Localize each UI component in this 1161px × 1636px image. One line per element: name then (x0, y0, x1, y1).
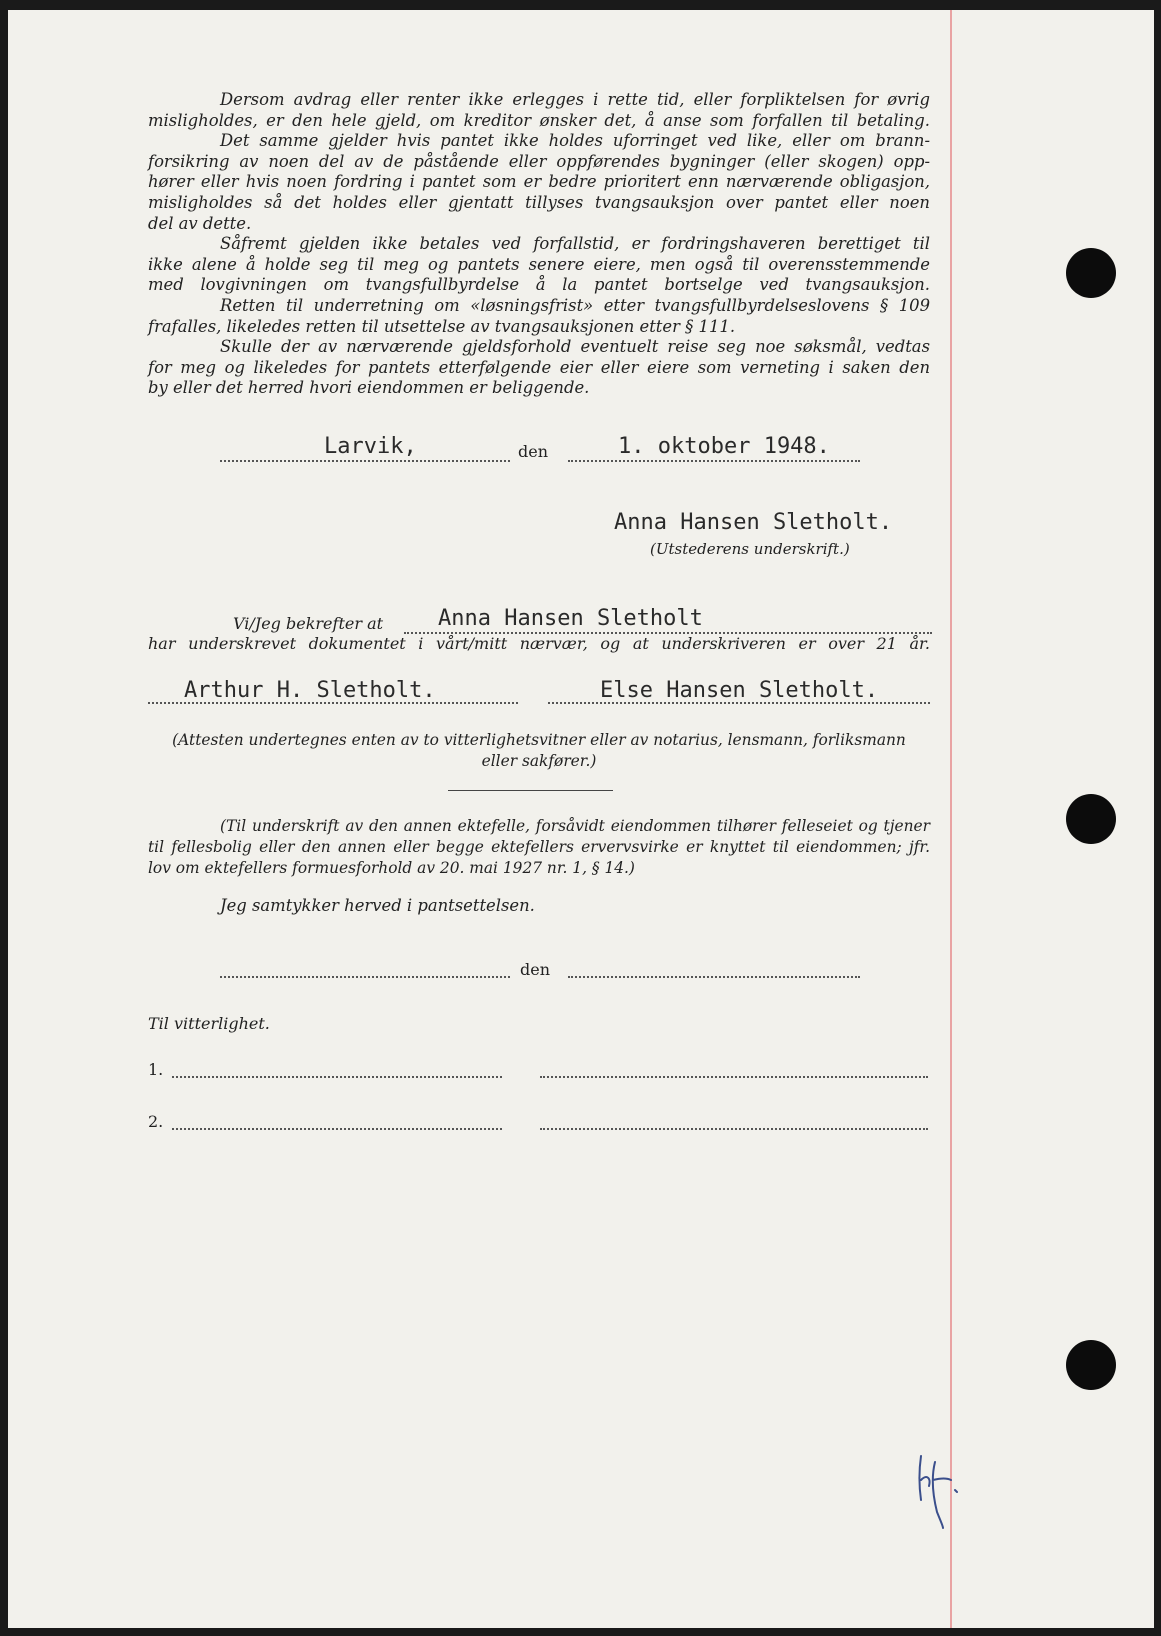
attestation-prefix: Vi/Jeg bekrefter at (233, 614, 384, 633)
text-line: Retten til underretning om «løsningsfrist» etter tvangsfullbyrdelseslovens § 109 (220, 295, 930, 315)
note-line: lov om ektefellers formuesforhold av 20. mai 1927 nr. 1, § 14.) (148, 859, 635, 877)
text-line: Det samme gjelder hvis pantet ikke holdes uforringet ved like, eller om brann- (220, 131, 930, 151)
text-line: ikke alene å holde seg til meg og pantets senere eiere, men også til overensstemmende (148, 254, 930, 274)
text-line: misligholdes så det holdes eller gjentatt tillyses tvangsauksjon over pantet eller noen (148, 192, 930, 212)
attestation-line: har underskrevet dokumentet i vårt/mitt nærvær, og at underskriveren er over 21 år. (148, 634, 930, 653)
date-dotted-line (568, 460, 860, 462)
text-line: Skulle der av nærværende gjeldsforhold eventuelt reise seg noe søksmål, vedtas (220, 337, 930, 357)
spouse-note (148, 816, 930, 879)
witness-line-2a (172, 1128, 502, 1130)
margin-line (950, 10, 952, 1628)
text-line: hører eller hvis noen fordring i pantet som er bedre prioritert enn nærværende obligasjon, (148, 172, 930, 192)
issuer-signature: Anna Hansen Sletholt. (614, 510, 893, 535)
spouse-den-label: den (520, 960, 551, 979)
witness-line-1b (540, 1076, 928, 1078)
note-line: til fellesbolig eller den annen eller begge ektefellers ervervsvirke er knyttet til eiendommen; jfr. (148, 838, 930, 856)
witnesses-heading: Til vitterlighet. (148, 1014, 270, 1033)
note-line: (Til underskrift av den annen ektefelle, forsåvidt eiendommen tilhører felleseiet og tjener (220, 817, 930, 835)
den-label: den (518, 442, 549, 461)
punch-hole-top (1066, 248, 1116, 298)
witness-line-1a (172, 1076, 502, 1078)
text-line: by eller det herred hvori eiendommen er beliggende. (148, 378, 590, 398)
text-line: Dersom avdrag eller renter ikke erlegges i rette tid, eller forpliktelsen for øvrig (220, 90, 930, 109)
text-line: forsikring av noen del av de påstående eller oppførendes bygninger (eller skogen) opp- (148, 151, 930, 171)
spouse-date-dotted-line (568, 976, 860, 978)
note-line: (Attesten undertegnes enten av to vitterlighetsvitner eller av notarius, lensmann, forliksmann (172, 731, 906, 749)
witness-number-1: 1. (148, 1060, 164, 1079)
witness-number-2: 2. (148, 1112, 164, 1131)
text-line: med lovgivningen om tvangsfullbyrdelse å la pantet bortselge ved tvangsauksjon. (148, 275, 930, 295)
text-line: frafalles, likeledes retten til utsettelse av tvangsauksjonen etter § 111. (148, 316, 736, 336)
separator-rule (448, 790, 613, 791)
terms-paragraphs (148, 90, 930, 399)
witness2-signature: Else Hansen Sletholt. (600, 678, 879, 703)
attested-signer: Anna Hansen Sletholt (438, 606, 703, 631)
document-page (8, 10, 1154, 1628)
text-line: Såfremt gjelden ikke betales ved forfallstid, er fordringshaveren berettiget til (220, 234, 930, 254)
witness1-signature: Arthur H. Sletholt. (184, 678, 436, 703)
spouse-place-dotted-line (220, 976, 510, 978)
issuer-caption: (Utstederens underskrift.) (650, 540, 850, 558)
text-line: misligholdes, er den hele gjeld, om kreditor ønsker det, å anse som forfallen til betaling. (148, 110, 930, 130)
note-line: eller sakfører.) (481, 752, 597, 770)
punch-hole-bottom (1066, 1340, 1116, 1390)
place-dotted-line (220, 460, 510, 462)
date-value: 1. oktober 1948. (618, 434, 830, 459)
text-line: del av dette. (148, 213, 252, 233)
handwritten-initials-icon (913, 1450, 973, 1530)
attestation-note (148, 730, 930, 772)
punch-hole-middle (1066, 794, 1116, 844)
place-value: Larvik, (324, 434, 417, 459)
witness-line-2b (540, 1128, 928, 1130)
spouse-consent: Jeg samtykker herved i pantsettelsen. (220, 896, 535, 915)
text-line: for meg og likeledes for pantets etterfølgende eier eller eiere som verneting i saken den (148, 357, 930, 377)
